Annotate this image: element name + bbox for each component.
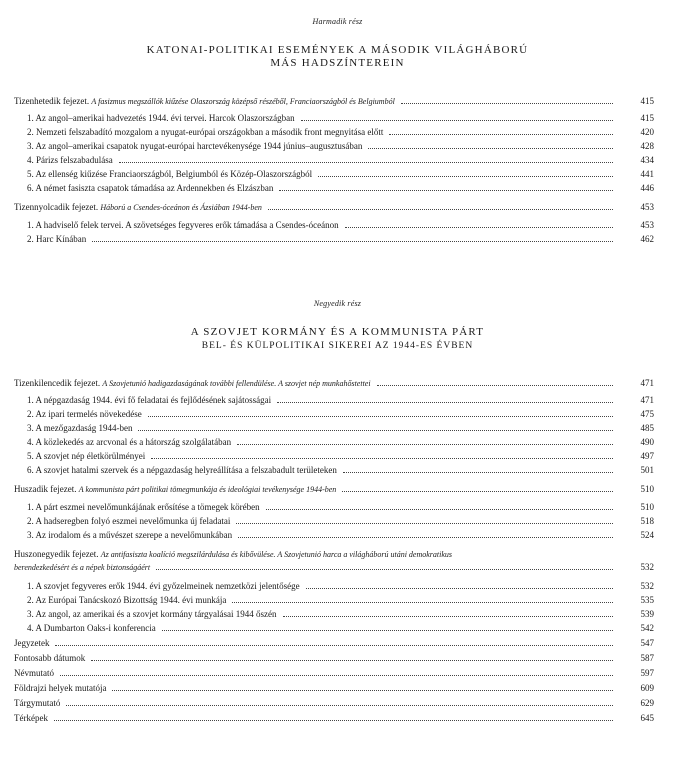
toc-section[interactable]	[0, 436, 675, 448]
dot-leader	[343, 472, 613, 473]
dot-leader	[401, 103, 613, 104]
dot-leader	[55, 645, 613, 646]
dot-leader	[54, 720, 613, 721]
page-number: 547	[624, 637, 654, 649]
end-item-title: Földrajzi helyek mutatója	[14, 683, 107, 693]
page-number: 446	[624, 182, 654, 194]
page-number: 490	[624, 436, 654, 448]
dot-leader	[368, 148, 613, 149]
page-number: 485	[624, 422, 654, 434]
page-number: 524	[624, 529, 654, 541]
section-title: 4. A Dumbarton Oaks-i konferencia	[27, 623, 156, 633]
dot-leader	[277, 402, 613, 403]
page-number: 532	[624, 561, 654, 573]
toc-section[interactable]	[0, 464, 675, 476]
toc-section[interactable]	[0, 529, 675, 541]
page-number: 420	[624, 126, 654, 138]
page-number: 471	[624, 377, 654, 389]
dot-leader	[306, 588, 613, 589]
end-item-title: Térképek	[14, 713, 48, 723]
page-number: 462	[624, 233, 654, 245]
page-number: 629	[624, 697, 654, 709]
part3-title-line1: KATONAI-POLITIKAI ESEMÉNYEK A MÁSODIK VILÁGHÁBORÚ	[146, 44, 529, 56]
dot-leader	[237, 444, 613, 445]
toc-section[interactable]	[0, 154, 675, 166]
toc-section[interactable]	[0, 182, 675, 194]
dot-leader	[148, 416, 613, 417]
dot-leader	[238, 537, 613, 538]
dot-leader	[236, 523, 613, 524]
dot-leader	[283, 616, 613, 617]
dot-leader	[232, 602, 613, 603]
part3-label: Harmadik rész	[312, 17, 363, 26]
toc-section[interactable]	[0, 580, 675, 592]
section-title: 2. Az Európai Tanácskozó Bizottság 1944. évi munkája	[27, 595, 227, 605]
section-title: 1. Az angol–amerikai hadvezetés 1944. évi tervei. Harcok Olaszországban	[27, 113, 295, 123]
page-number: 532	[624, 580, 654, 592]
page-number: 453	[624, 201, 654, 213]
dot-leader	[151, 458, 613, 459]
chapter-label: Huszonegyedik fejezet.	[14, 549, 99, 559]
page-number: 539	[624, 608, 654, 620]
dot-leader	[345, 227, 613, 228]
section-title: 3. Az angol, az amerikai és a szovjet kormány tárgyalásai 1944 őszén	[27, 609, 277, 619]
end-item-title: Fontosabb dátumok	[14, 653, 86, 663]
page-number: 587	[624, 652, 654, 664]
toc-end-item[interactable]	[0, 712, 675, 724]
chapter-title: A fasizmus megszállók kiűzése Olaszország középső részéből, Franciaországból és Belgiumból	[91, 97, 395, 106]
dot-leader	[112, 690, 613, 691]
chapter-title: A kommunista párt politikai tömegmunkája és ideológiai tevékenysége 1944-ben	[78, 485, 337, 494]
chapter-label: Huszadik fejezet.	[14, 484, 77, 494]
section-title: 2. Harc Kínában	[27, 234, 87, 244]
dot-leader	[318, 176, 613, 177]
section-title: 4. A közlekedés az arcvonal és a hátország szolgálatában	[27, 437, 232, 447]
section-title: 4. Párizs felszabadulása	[27, 155, 113, 165]
dot-leader	[279, 190, 613, 191]
chapter-title-line1: Az antifasiszta koalíció megszilárdulása és kibővülése. A Szovjetunió harca a világháború utáni demokratikus	[100, 550, 453, 559]
end-item-title: Tárgymutató	[14, 698, 61, 708]
page-number: 510	[624, 501, 654, 513]
chapter-label: Tizenkilencedik fejezet.	[14, 378, 101, 388]
toc-end-item[interactable]	[0, 637, 675, 649]
dot-leader	[138, 430, 613, 431]
toc-end-item[interactable]	[0, 682, 675, 694]
page-number: 597	[624, 667, 654, 679]
page-number: 645	[624, 712, 654, 724]
section-title: 3. A mezőgazdaság 1944-ben	[27, 423, 133, 433]
toc-chapter-21-cont[interactable]	[0, 561, 675, 573]
toc-chapter-20[interactable]	[0, 483, 675, 495]
toc-chapter-17[interactable]	[0, 95, 675, 107]
toc-section[interactable]	[0, 126, 675, 138]
toc-section[interactable]	[0, 168, 675, 180]
part4-title-line1: A SZOVJET KORMÁNY ÉS A KOMMUNISTA PÁRT	[190, 326, 485, 338]
toc-end-item[interactable]	[0, 697, 675, 709]
page-number: 510	[624, 483, 654, 495]
toc-section[interactable]	[0, 515, 675, 527]
dot-leader	[342, 491, 613, 492]
dot-leader	[156, 569, 613, 570]
toc-section[interactable]	[0, 594, 675, 606]
part4-label: Negyedik rész	[313, 299, 362, 308]
section-title: 2. Az ipari termelés növekedése	[27, 409, 142, 419]
page-number: 497	[624, 450, 654, 462]
section-title: 2. A hadseregben folyó eszmei nevelőmunka új feladatai	[27, 516, 231, 526]
toc-chapter-19[interactable]	[0, 377, 675, 389]
toc-section[interactable]	[0, 450, 675, 462]
toc-section[interactable]	[0, 408, 675, 420]
chapter-title: A Szovjetunió hadigazdaságának további fellendülése. A szovjet nép munkahőstettei	[102, 379, 371, 388]
page-number: 428	[624, 140, 654, 152]
chapter-title: Háború a Csendes-óceánon és Ázsiában 1944-ben	[100, 203, 262, 212]
page-number: 501	[624, 464, 654, 476]
dot-leader	[92, 241, 613, 242]
page-number: 415	[624, 112, 654, 124]
section-title: 1. A párt eszmei nevelőmunkájának erősítése a tömegek körében	[27, 502, 260, 512]
dot-leader	[268, 209, 613, 210]
chapter-title-line2: berendezkedésért és a népek biztonságáért	[14, 563, 151, 572]
end-item-title: Névmutató	[14, 668, 54, 678]
page-number: 441	[624, 168, 654, 180]
toc-section[interactable]	[0, 422, 675, 434]
page-number: 535	[624, 594, 654, 606]
toc-section[interactable]	[0, 140, 675, 152]
toc-section[interactable]	[0, 608, 675, 620]
dot-leader	[266, 509, 613, 510]
dot-leader	[119, 162, 613, 163]
section-title: 6. A szovjet hatalmi szervek és a népgazdaság helyreállítása a felszabadult területeken	[27, 465, 337, 475]
page-number: 415	[624, 95, 654, 107]
part3-title-line2: MÁS HADSZÍNTEREIN	[270, 57, 405, 69]
dot-leader	[66, 705, 613, 706]
toc-section[interactable]	[0, 622, 675, 634]
dot-leader	[60, 675, 613, 676]
section-title: 5. A szovjet nép életkörülményei	[27, 451, 146, 461]
section-title: 2. Nemzeti felszabadító mozgalom a nyugat-európai országokban a második front megnyitása előtt	[27, 127, 384, 137]
page-number: 518	[624, 515, 654, 527]
section-title: 6. A német fasiszta csapatok támadása az Ardennekben és Elzászban	[27, 183, 274, 193]
toc-end-item[interactable]	[0, 667, 675, 679]
toc-section[interactable]	[0, 394, 675, 406]
dot-leader	[377, 385, 613, 386]
section-title: 3. Az angol–amerikai csapatok nyugat-európai harctevékenysége 1944 június–augusztusában	[27, 141, 363, 151]
dot-leader	[91, 660, 613, 661]
section-title: 5. Az ellenség kiűzése Franciaországból, Belgiumból és Közép-Olaszországból	[27, 169, 313, 179]
part4-title-line2: BEL- ÉS KÜLPOLITIKAI SIKEREI AZ 1944-ES ÉVBEN	[201, 341, 474, 351]
dot-leader	[389, 134, 613, 135]
toc-chapter-21[interactable]	[0, 548, 675, 560]
page-number: 542	[624, 622, 654, 634]
chapter-label: Tizennyolcadik fejezet.	[14, 202, 99, 212]
toc-chapter-18[interactable]	[0, 201, 675, 213]
toc-section[interactable]	[0, 501, 675, 513]
page-number: 434	[624, 154, 654, 166]
end-item-title: Jegyzetek	[14, 638, 50, 648]
page-number: 471	[624, 394, 654, 406]
section-title: 1. A népgazdaság 1944. évi fő feladatai és fejlődésének sajátosságai	[27, 395, 272, 405]
toc-section[interactable]	[0, 219, 675, 231]
dot-leader	[301, 120, 613, 121]
toc-section[interactable]	[0, 112, 675, 124]
dot-leader	[162, 630, 613, 631]
section-title: 1. A hadviselő felek tervei. A szövetséges fegyveres erők támadása a Csendes-óceánon	[27, 220, 339, 230]
page-number: 475	[624, 408, 654, 420]
page-number: 609	[624, 682, 654, 694]
chapter-label: Tizenhetedik fejezet.	[14, 96, 90, 106]
toc-section[interactable]	[0, 233, 675, 245]
section-title: 1. A szovjet fegyveres erők 1944. évi győzelmeinek nemzetközi jelentősége	[27, 581, 300, 591]
page-number: 453	[624, 219, 654, 231]
toc-end-item[interactable]	[0, 652, 675, 664]
section-title: 3. Az irodalom és a művészet szerepe a nevelőmunkában	[27, 530, 233, 540]
